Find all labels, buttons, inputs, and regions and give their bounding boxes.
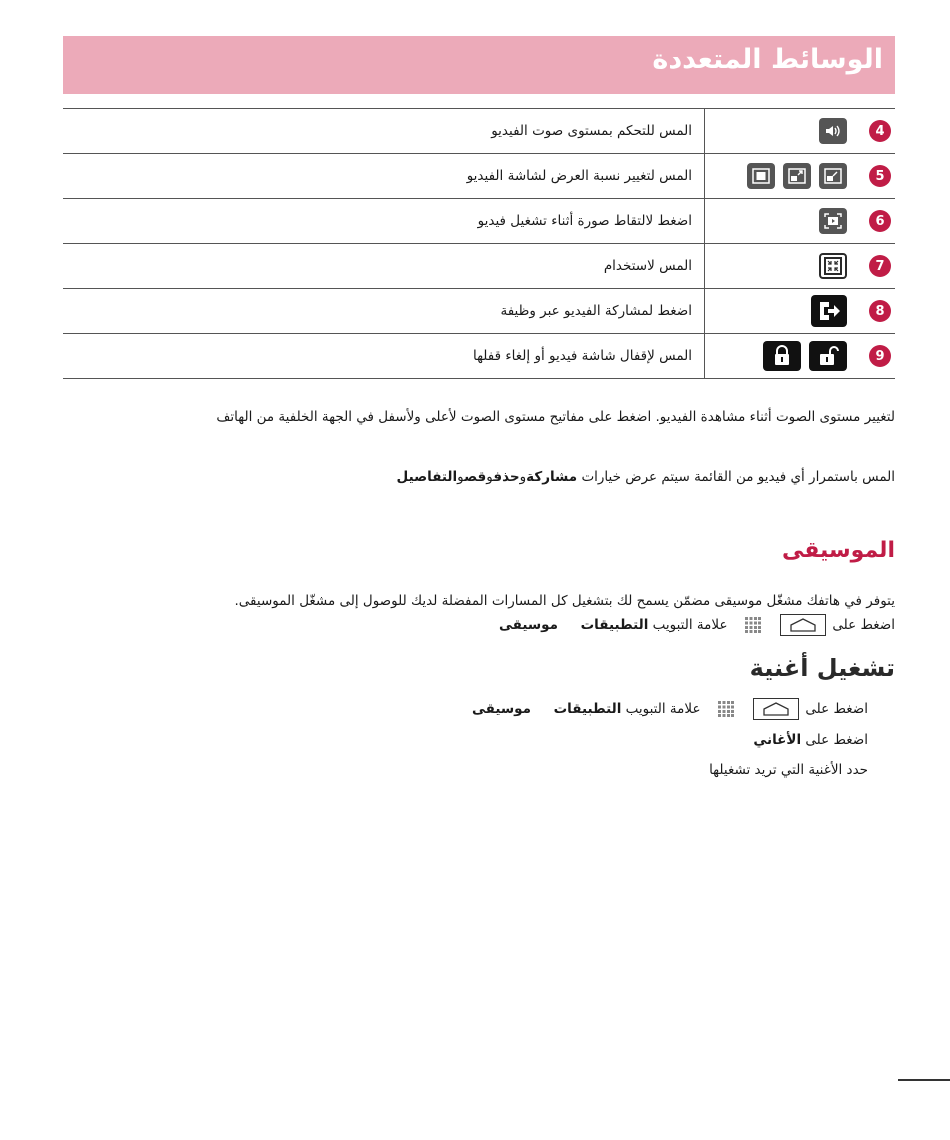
music-instruction: اضغط على علامة التبويب التطبيقات موسيقى bbox=[499, 612, 895, 638]
table-row bbox=[63, 244, 895, 289]
number-badge: 9 bbox=[869, 345, 891, 367]
control-description: اضغط لمشاركة الفيديو عبر وظيفة bbox=[63, 289, 705, 334]
aspect-expand-icon[interactable] bbox=[783, 163, 811, 189]
volume-icon[interactable] bbox=[819, 118, 847, 144]
capture-icon[interactable] bbox=[819, 208, 847, 234]
table-row bbox=[63, 154, 895, 199]
number-badge: 4 bbox=[869, 120, 891, 142]
table-row bbox=[63, 289, 895, 334]
number-badge: 7 bbox=[869, 255, 891, 277]
volume-paragraph: لتغيير مستوى الصوت أثناء مشاهدة الفيديو. اضغط على مفاتيح مستوى الصوت لأعلى ولأسفل في الجهة الخلفية من الهاتف bbox=[216, 409, 895, 425]
step-1: اضغط على علامة التبويب التطبيقات موسيقى bbox=[472, 698, 868, 720]
music-intro: يتوفر في هاتفك مشغّل موسيقى مضمّن يسمح لك بتشغيل كل المسارات المفضلة لديك للوصول إلى مشغّل الموسيقى. bbox=[234, 593, 895, 609]
table-row bbox=[63, 334, 895, 379]
controls-table bbox=[63, 108, 895, 379]
page-title: الوسائط المتعددة bbox=[652, 44, 883, 75]
home-key-icon bbox=[780, 614, 826, 636]
play-song-heading: تشغيل أغنية bbox=[749, 654, 895, 682]
share-icon[interactable] bbox=[811, 295, 847, 327]
step-3: حدد الأغنية التي تريد تشغيلها bbox=[709, 762, 868, 778]
table-row bbox=[63, 199, 895, 244]
number-badge: 8 bbox=[869, 300, 891, 322]
aspect-shrink-icon[interactable] bbox=[819, 163, 847, 189]
unlock-icon[interactable] bbox=[809, 341, 847, 371]
number-badge: 5 bbox=[869, 165, 891, 187]
page-header bbox=[63, 36, 895, 94]
control-description: المس للتحكم بمستوى صوت الفيديو bbox=[63, 109, 705, 154]
control-description: اضغط لالتقاط صورة أثناء تشغيل فيديو bbox=[63, 199, 705, 244]
music-heading: الموسيقى bbox=[781, 538, 895, 563]
options-paragraph: المس باستمرار أي فيديو من القائمة سيتم عرض خيارات مشاركةوحذفوقصوالتفاصيل bbox=[396, 469, 895, 485]
control-description: المس لتغيير نسبة العرض لشاشة الفيديو bbox=[63, 154, 705, 199]
number-badge: 6 bbox=[869, 210, 891, 232]
apps-grid-icon bbox=[717, 700, 735, 718]
table-row bbox=[63, 109, 895, 154]
qslide-icon[interactable] bbox=[819, 253, 847, 279]
page-footer-rule bbox=[898, 1079, 950, 1081]
home-key-icon bbox=[753, 698, 799, 720]
control-description: المس لاستخدام bbox=[63, 244, 705, 289]
aspect-fit-icon[interactable] bbox=[747, 163, 775, 189]
apps-grid-icon bbox=[744, 616, 762, 634]
control-description: المس لإقفال شاشة فيديو أو إلغاء قفلها bbox=[63, 334, 705, 379]
step-2: اضغط على الأغاني bbox=[753, 732, 868, 748]
lock-icon[interactable] bbox=[763, 341, 801, 371]
